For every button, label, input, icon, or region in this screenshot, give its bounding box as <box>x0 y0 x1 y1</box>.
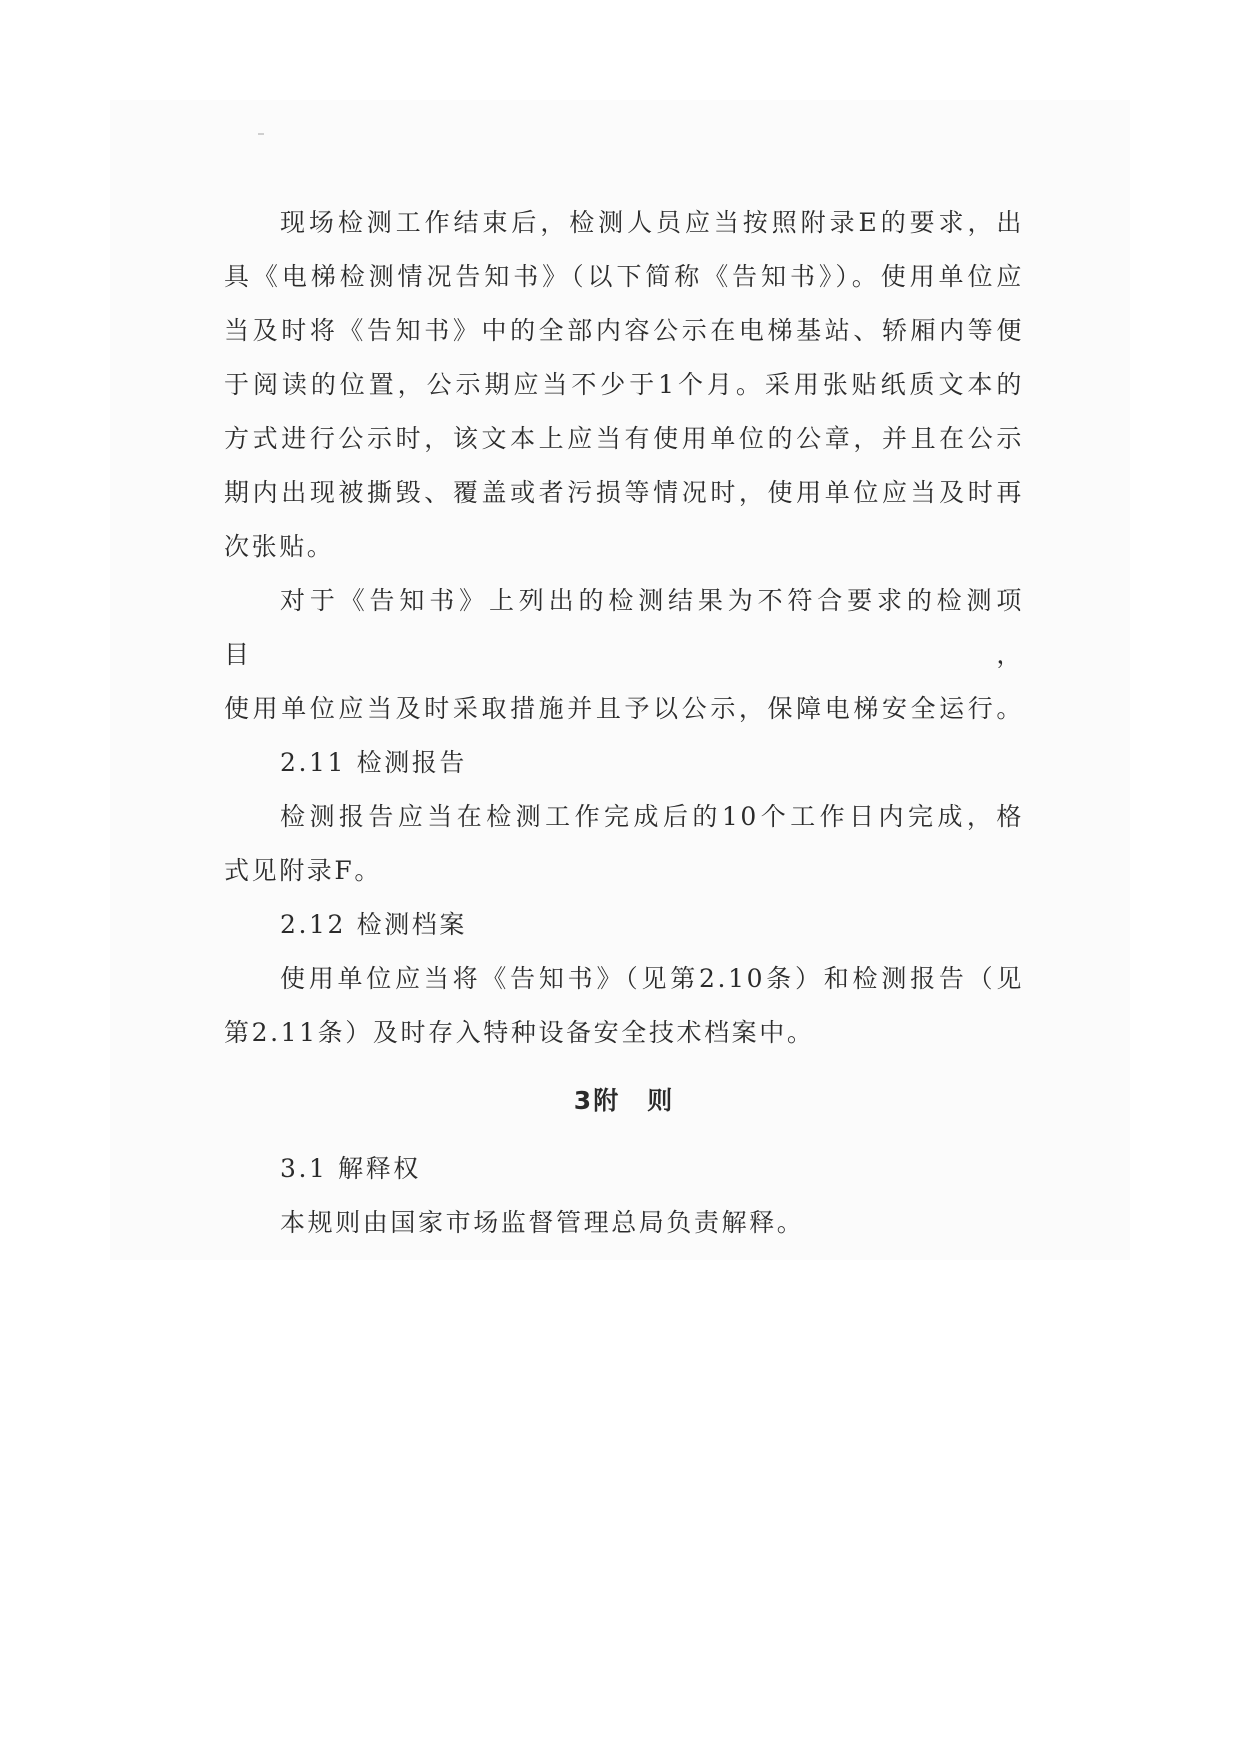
text-line: 具《电梯检测情况告知书》（以下简称《告知书》）。使用单位应 <box>224 262 1024 291</box>
text-line: 使用单位应当将《告知书》（见第2.10条）和检测报告（见 <box>280 964 1024 993</box>
text-line: 对于《告知书》上列出的检测结果为不符合要求的检测项目， <box>224 586 1024 669</box>
paragraph-nonconformity <box>224 574 1024 736</box>
scan-speck <box>258 133 264 135</box>
paragraph-inspection-archive <box>224 952 1024 1060</box>
section-heading-2-12: 2.12 检测档案 <box>280 910 468 939</box>
text-line: 本规则由国家市场监督管理总局负责解释。 <box>280 1208 805 1237</box>
text-line: 于阅读的位置，公示期应当不少于1个月。采用张贴纸质文本的 <box>224 370 1024 399</box>
text-line: 第2.11条）及时存入特种设备安全技术档案中。 <box>224 1018 815 1047</box>
paragraph-inspection-report <box>224 790 1024 898</box>
text-line: 方式进行公示时，该文本上应当有使用单位的公章，并且在公示 <box>224 424 1024 453</box>
chapter-title-supplementary: 3附 则 <box>573 1086 675 1115</box>
section-heading-3-1: 3.1 解释权 <box>280 1154 421 1183</box>
text-line: 式见附录F。 <box>224 856 382 885</box>
text-line: 次张贴。 <box>224 532 335 561</box>
text-line: 使用单位应当及时采取措施并且予以公示，保障电梯安全运行。 <box>224 694 1024 723</box>
document-body <box>224 196 1024 1250</box>
paragraph-interpretation <box>224 1196 1024 1250</box>
text-line: 当及时将《告知书》中的全部内容公示在电梯基站、轿厢内等便 <box>224 316 1024 345</box>
paragraph-notice-publication <box>224 196 1024 574</box>
text-line: 检测报告应当在检测工作完成后的10个工作日内完成，格 <box>280 802 1024 831</box>
text-line: 现场检测工作结束后，检测人员应当按照附录E的要求，出 <box>280 208 1024 237</box>
text-line: 期内出现被撕毁、覆盖或者污损等情况时，使用单位应当及时再 <box>224 478 1024 507</box>
section-heading-2-11: 2.11 检测报告 <box>280 748 468 777</box>
